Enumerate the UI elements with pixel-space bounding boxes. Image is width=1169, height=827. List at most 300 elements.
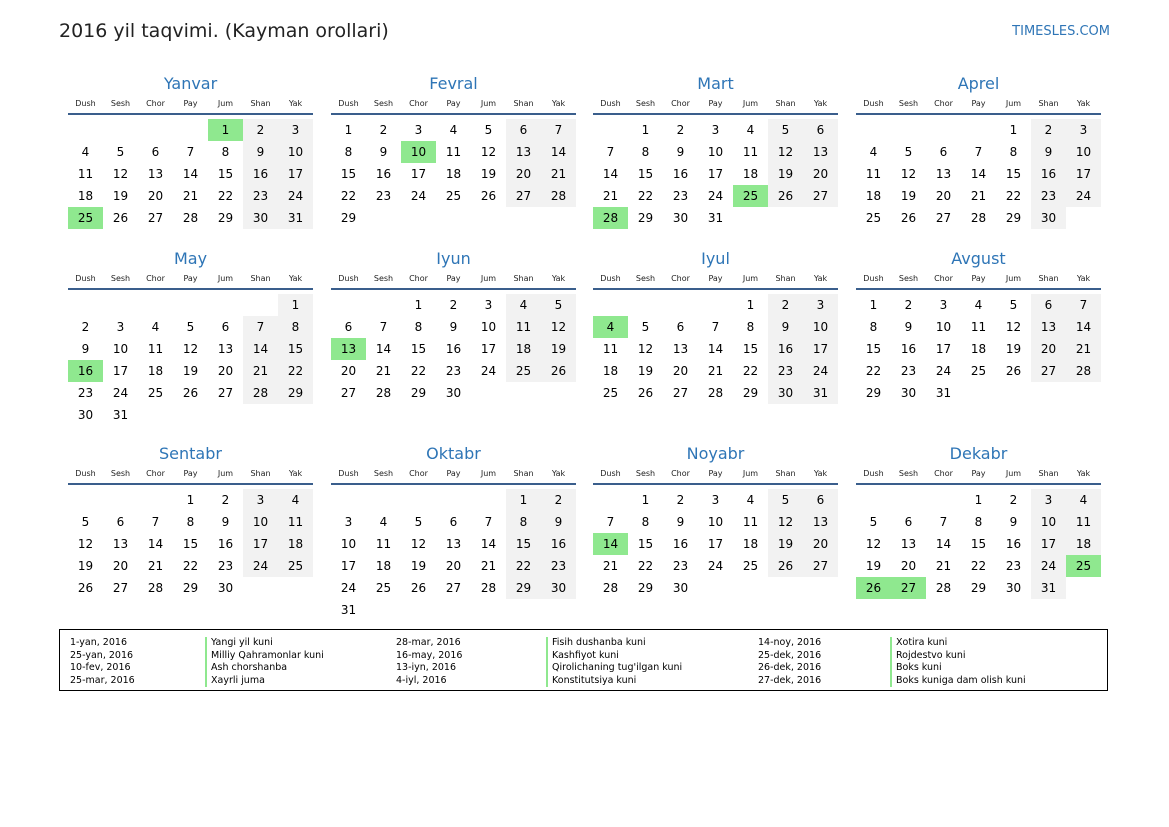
day-cell: 8 xyxy=(344,145,353,159)
weekday-label: Dush xyxy=(75,99,96,108)
week-row xyxy=(856,207,1101,229)
weekday-label: Chor xyxy=(671,274,690,283)
day-cell: 23 xyxy=(243,185,278,207)
day-cell: 7 xyxy=(711,320,720,334)
week-row xyxy=(856,316,1101,338)
day-cell: 20 xyxy=(900,559,917,573)
week-row xyxy=(593,338,838,360)
day-cell: 9 xyxy=(243,141,278,163)
day-cell: 30 xyxy=(672,211,689,225)
holiday-name-column xyxy=(546,637,682,687)
holiday-cell: 27 xyxy=(891,577,926,599)
day-cell: 5 xyxy=(541,294,576,316)
empty-cell xyxy=(541,599,576,621)
day-cell: 31 xyxy=(340,603,357,617)
empty-cell xyxy=(768,577,803,599)
holiday-cell: 1 xyxy=(208,119,243,141)
weekday-label: Sesh xyxy=(898,274,919,283)
empty-cell xyxy=(173,404,208,426)
day-cell: 3 xyxy=(414,123,423,137)
weekday-label: Shan xyxy=(513,274,534,283)
weekday-label: Sesh xyxy=(898,469,919,478)
day-cell: 11 xyxy=(970,320,987,334)
day-cell: 20 xyxy=(147,189,164,203)
day-cell: 7 xyxy=(151,515,160,529)
empty-cell xyxy=(366,294,401,316)
day-cell: 2 xyxy=(81,320,90,334)
holiday-cell: 25 xyxy=(68,207,103,229)
day-cell: 14 xyxy=(182,167,199,181)
day-cell: 11 xyxy=(147,342,164,356)
day-cell: 24 xyxy=(935,364,952,378)
day-cell: 17 xyxy=(1066,163,1101,185)
weekday-label: Dush xyxy=(338,274,359,283)
day-cell: 7 xyxy=(243,316,278,338)
weekday-label: Dush xyxy=(338,99,359,108)
day-cell: 28 xyxy=(970,211,987,225)
empty-cell xyxy=(1031,382,1066,404)
week-row xyxy=(68,360,313,382)
month-name: Iyun xyxy=(436,249,471,268)
week-row xyxy=(856,294,1101,316)
day-cell: 12 xyxy=(768,511,803,533)
day-cell: 23 xyxy=(672,189,689,203)
weekday-label: Jum xyxy=(480,469,497,478)
holiday-cell: 10 xyxy=(401,141,436,163)
weekday-label: Dush xyxy=(863,99,884,108)
day-cell: 14 xyxy=(707,342,724,356)
day-cell: 11 xyxy=(1066,511,1101,533)
day-cell: 5 xyxy=(904,145,913,159)
day-cell: 8 xyxy=(186,515,195,529)
day-cell: 28 xyxy=(243,382,278,404)
day-cell: 30 xyxy=(541,577,576,599)
holiday-date: 25-yan, 2016 xyxy=(70,649,134,661)
week-row xyxy=(68,489,313,511)
day-cell: 25 xyxy=(865,211,882,225)
day-cell: 18 xyxy=(77,189,94,203)
week-row xyxy=(331,163,576,185)
weekday-label: Shan xyxy=(1038,469,1059,478)
week-row xyxy=(856,360,1101,382)
day-cell: 29 xyxy=(182,581,199,595)
day-cell: 7 xyxy=(939,515,948,529)
day-cell: 5 xyxy=(186,320,195,334)
day-cell: 19 xyxy=(1005,342,1022,356)
weekday-label: Yak xyxy=(288,469,303,478)
empty-cell xyxy=(593,489,628,511)
day-cell: 6 xyxy=(449,515,458,529)
day-cell: 19 xyxy=(410,559,427,573)
month-mart xyxy=(593,73,838,229)
day-cell: 21 xyxy=(1066,338,1101,360)
empty-cell xyxy=(243,404,278,426)
day-cell: 24 xyxy=(340,581,357,595)
day-cell: 6 xyxy=(151,145,160,159)
empty-cell xyxy=(436,207,471,229)
day-cell: 27 xyxy=(112,581,129,595)
day-cell: 29 xyxy=(637,211,654,225)
month-name: Dekabr xyxy=(949,444,1008,463)
day-cell: 22 xyxy=(278,360,313,382)
day-cell: 29 xyxy=(410,386,427,400)
day-cell: 17 xyxy=(707,167,724,181)
weekday-label: Dush xyxy=(338,469,359,478)
day-cell: 18 xyxy=(445,167,462,181)
day-cell: 2 xyxy=(379,123,388,137)
day-cell: 18 xyxy=(375,559,392,573)
day-cell: 12 xyxy=(1005,320,1022,334)
day-cell: 10 xyxy=(340,537,357,551)
day-cell: 3 xyxy=(116,320,125,334)
day-cell: 25 xyxy=(970,364,987,378)
day-cell: 30 xyxy=(672,581,689,595)
empty-cell xyxy=(961,119,996,141)
day-cell: 27 xyxy=(672,386,689,400)
day-cell: 6 xyxy=(939,145,948,159)
weekday-label: Jum xyxy=(1005,274,1022,283)
day-cell: 27 xyxy=(803,555,838,577)
page-title: 2016 yil taqvimi. (Kayman orollari) xyxy=(59,20,389,42)
weekday-label: Yak xyxy=(813,99,828,108)
day-cell: 21 xyxy=(935,559,952,573)
day-cell: 1 xyxy=(278,294,313,316)
holiday-date-column xyxy=(758,637,821,687)
day-cell: 2 xyxy=(1009,493,1018,507)
holiday-date-column xyxy=(396,637,462,687)
weekday-label: Chor xyxy=(409,469,428,478)
week-row xyxy=(68,141,313,163)
day-cell: 23 xyxy=(375,189,392,203)
day-cell: 12 xyxy=(410,537,427,551)
empty-cell xyxy=(243,294,278,316)
day-cell: 15 xyxy=(865,342,882,356)
day-cell: 23 xyxy=(768,360,803,382)
day-cell: 24 xyxy=(707,189,724,203)
holiday-date: 28-mar, 2016 xyxy=(396,637,461,648)
day-cell: 14 xyxy=(935,537,952,551)
day-cell: 19 xyxy=(182,364,199,378)
empty-cell xyxy=(1066,207,1101,229)
day-cell: 2 xyxy=(1031,119,1066,141)
day-cell: 18 xyxy=(602,364,619,378)
week-row xyxy=(331,489,576,511)
day-cell: 4 xyxy=(974,298,983,312)
weekday-label: Shan xyxy=(250,99,271,108)
week-row xyxy=(68,404,313,426)
day-cell: 27 xyxy=(803,185,838,207)
day-cell: 3 xyxy=(711,123,720,137)
day-cell: 22 xyxy=(506,555,541,577)
day-cell: 13 xyxy=(672,342,689,356)
day-cell: 30 xyxy=(77,408,94,422)
month-name: Iyul xyxy=(701,249,730,268)
week-row xyxy=(593,577,838,599)
day-cell: 28 xyxy=(935,581,952,595)
week-row xyxy=(331,185,576,207)
day-cell: 25 xyxy=(147,386,164,400)
day-cell: 1 xyxy=(506,489,541,511)
empty-cell xyxy=(471,489,506,511)
day-cell: 30 xyxy=(1005,581,1022,595)
day-cell: 21 xyxy=(541,163,576,185)
day-cell: 17 xyxy=(410,167,427,181)
day-cell: 7 xyxy=(606,515,615,529)
day-cell: 9 xyxy=(676,515,685,529)
weekday-label: Pay xyxy=(708,99,723,108)
site-link[interactable]: TIMESLES.COM xyxy=(1012,24,1110,39)
day-cell: 12 xyxy=(768,141,803,163)
day-cell: 29 xyxy=(637,581,654,595)
day-cell: 19 xyxy=(541,338,576,360)
weekday-label: Shan xyxy=(775,274,796,283)
day-cell: 21 xyxy=(147,559,164,573)
holiday-cell: 14 xyxy=(593,533,628,555)
weekday-label: Yak xyxy=(551,469,566,478)
weekday-label: Jum xyxy=(742,274,759,283)
weekday-label: Sesh xyxy=(898,99,919,108)
day-cell: 2 xyxy=(768,294,803,316)
holiday-date: 25-mar, 2016 xyxy=(70,674,135,686)
day-cell: 28 xyxy=(182,211,199,225)
day-cell: 22 xyxy=(637,189,654,203)
month-name: Fevral xyxy=(429,74,478,93)
week-row xyxy=(856,119,1101,141)
empty-cell xyxy=(103,119,138,141)
day-cell: 1 xyxy=(344,123,353,137)
day-cell: 26 xyxy=(900,211,917,225)
day-cell: 19 xyxy=(77,559,94,573)
empty-cell xyxy=(208,404,243,426)
week-row xyxy=(856,577,1101,599)
weekday-label: Jum xyxy=(217,274,234,283)
empty-cell xyxy=(173,294,208,316)
weekday-label: Jum xyxy=(480,274,497,283)
day-cell: 10 xyxy=(1031,511,1066,533)
weekday-label: Chor xyxy=(146,469,165,478)
day-cell: 26 xyxy=(768,555,803,577)
empty-cell xyxy=(243,577,278,599)
day-cell: 13 xyxy=(803,141,838,163)
weekday-label: Shan xyxy=(250,274,271,283)
day-cell: 8 xyxy=(1009,145,1018,159)
day-cell: 15 xyxy=(1005,167,1022,181)
empty-cell xyxy=(68,489,103,511)
empty-cell xyxy=(436,599,471,621)
day-cell: 24 xyxy=(707,559,724,573)
month-avgust xyxy=(856,248,1101,404)
holiday-date: 27-dek, 2016 xyxy=(758,674,822,686)
empty-cell xyxy=(961,382,996,404)
day-cell: 20 xyxy=(340,364,357,378)
weekday-label: Shan xyxy=(1038,99,1059,108)
holiday-cell: 25 xyxy=(1066,555,1101,577)
day-cell: 23 xyxy=(217,559,234,573)
week-row xyxy=(593,294,838,316)
day-cell: 5 xyxy=(768,119,803,141)
day-cell: 3 xyxy=(803,294,838,316)
day-cell: 17 xyxy=(1031,533,1066,555)
empty-cell xyxy=(103,489,138,511)
day-cell: 14 xyxy=(243,338,278,360)
day-cell: 19 xyxy=(768,163,803,185)
day-cell: 6 xyxy=(1031,294,1066,316)
day-cell: 14 xyxy=(1066,316,1101,338)
day-cell: 14 xyxy=(970,167,987,181)
empty-cell xyxy=(996,382,1031,404)
day-cell: 3 xyxy=(243,489,278,511)
empty-cell xyxy=(926,119,961,141)
day-cell: 2 xyxy=(676,493,685,507)
week-row xyxy=(593,185,838,207)
day-cell: 21 xyxy=(480,559,497,573)
day-cell: 5 xyxy=(484,123,493,137)
empty-cell xyxy=(506,207,541,229)
day-cell: 13 xyxy=(935,167,952,181)
weekday-header xyxy=(856,97,1101,115)
day-cell: 29 xyxy=(742,386,759,400)
day-cell: 3 xyxy=(711,493,720,507)
weekday-label: Yak xyxy=(1076,99,1091,108)
day-cell: 11 xyxy=(375,537,392,551)
weekday-label: Chor xyxy=(146,274,165,283)
day-cell: 12 xyxy=(77,537,94,551)
day-cell: 8 xyxy=(869,320,878,334)
empty-cell xyxy=(628,294,663,316)
holiday-list xyxy=(59,629,1108,691)
day-cell: 28 xyxy=(1066,360,1101,382)
day-cell: 24 xyxy=(410,189,427,203)
week-row xyxy=(856,163,1101,185)
weekday-label: Jum xyxy=(742,469,759,478)
day-cell: 29 xyxy=(217,211,234,225)
week-row xyxy=(331,599,576,621)
empty-cell xyxy=(138,294,173,316)
day-cell: 4 xyxy=(151,320,160,334)
weekday-label: Shan xyxy=(513,99,534,108)
weekday-label: Chor xyxy=(934,274,953,283)
weekday-label: Shan xyxy=(1038,274,1059,283)
day-cell: 28 xyxy=(541,185,576,207)
day-cell: 18 xyxy=(865,189,882,203)
day-cell: 20 xyxy=(217,364,234,378)
day-cell: 1 xyxy=(746,298,755,312)
weekday-label: Shan xyxy=(775,469,796,478)
day-cell: 14 xyxy=(375,342,392,356)
weekday-label: Sesh xyxy=(373,274,394,283)
week-row xyxy=(593,141,838,163)
holiday-name: Yangi yil kuni xyxy=(205,637,324,650)
week-row xyxy=(593,360,838,382)
weekday-label: Jum xyxy=(1005,99,1022,108)
day-cell: 9 xyxy=(221,515,230,529)
weekday-label: Sesh xyxy=(635,469,656,478)
week-row xyxy=(331,119,576,141)
day-cell: 22 xyxy=(637,559,654,573)
day-cell: 30 xyxy=(217,581,234,595)
day-cell: 19 xyxy=(112,189,129,203)
holiday-name: Milliy Qahramonlar kuni xyxy=(205,650,324,663)
holiday-cell: 16 xyxy=(68,360,103,382)
day-cell: 26 xyxy=(480,189,497,203)
week-row xyxy=(68,185,313,207)
day-cell: 9 xyxy=(768,316,803,338)
empty-cell xyxy=(856,119,891,141)
weekday-header xyxy=(331,97,576,115)
holiday-date: 1-yan, 2016 xyxy=(70,637,127,648)
day-cell: 10 xyxy=(803,316,838,338)
weekday-label: Jum xyxy=(742,99,759,108)
week-row xyxy=(68,555,313,577)
month-dekabr xyxy=(856,443,1101,599)
week-row xyxy=(68,577,313,599)
day-cell: 21 xyxy=(602,189,619,203)
day-cell: 29 xyxy=(970,581,987,595)
day-cell: 10 xyxy=(935,320,952,334)
day-cell: 29 xyxy=(506,577,541,599)
day-cell: 10 xyxy=(707,515,724,529)
holiday-name: Xayrli juma xyxy=(205,675,324,688)
day-cell: 22 xyxy=(340,189,357,203)
empty-cell xyxy=(856,489,891,511)
empty-cell xyxy=(471,382,506,404)
day-cell: 26 xyxy=(541,360,576,382)
weekday-header xyxy=(593,97,838,115)
day-cell: 22 xyxy=(742,364,759,378)
day-cell: 25 xyxy=(602,386,619,400)
month-name: Noyabr xyxy=(686,444,745,463)
day-cell: 4 xyxy=(869,145,878,159)
month-yanvar xyxy=(68,73,313,229)
day-cell: 15 xyxy=(742,342,759,356)
day-cell: 12 xyxy=(182,342,199,356)
holiday-date: 4-iyl, 2016 xyxy=(396,674,447,686)
day-cell: 29 xyxy=(1005,211,1022,225)
week-row xyxy=(856,382,1101,404)
day-cell: 20 xyxy=(112,559,129,573)
day-cell: 20 xyxy=(935,189,952,203)
day-cell: 23 xyxy=(1031,185,1066,207)
day-cell: 11 xyxy=(602,342,619,356)
day-cell: 26 xyxy=(182,386,199,400)
day-cell: 31 xyxy=(112,408,129,422)
empty-cell xyxy=(366,489,401,511)
week-row xyxy=(68,207,313,229)
weekday-label: Pay xyxy=(971,99,986,108)
day-cell: 7 xyxy=(484,515,493,529)
day-cell: 24 xyxy=(803,360,838,382)
empty-cell xyxy=(366,207,401,229)
day-cell: 8 xyxy=(506,511,541,533)
day-cell: 1 xyxy=(186,493,195,507)
holiday-date: 14-noy, 2016 xyxy=(758,637,822,648)
day-cell: 15 xyxy=(506,533,541,555)
day-cell: 3 xyxy=(344,515,353,529)
day-cell: 9 xyxy=(449,320,458,334)
weekday-header xyxy=(593,467,838,485)
day-cell: 18 xyxy=(278,533,313,555)
day-cell: 23 xyxy=(77,386,94,400)
day-cell: 10 xyxy=(1066,141,1101,163)
month-name: Avgust xyxy=(951,249,1006,268)
weekday-label: Shan xyxy=(513,469,534,478)
empty-cell xyxy=(698,294,733,316)
weekday-label: Dush xyxy=(75,274,96,283)
day-cell: 31 xyxy=(707,211,724,225)
day-cell: 10 xyxy=(278,141,313,163)
empty-cell xyxy=(278,577,313,599)
day-cell: 13 xyxy=(217,342,234,356)
